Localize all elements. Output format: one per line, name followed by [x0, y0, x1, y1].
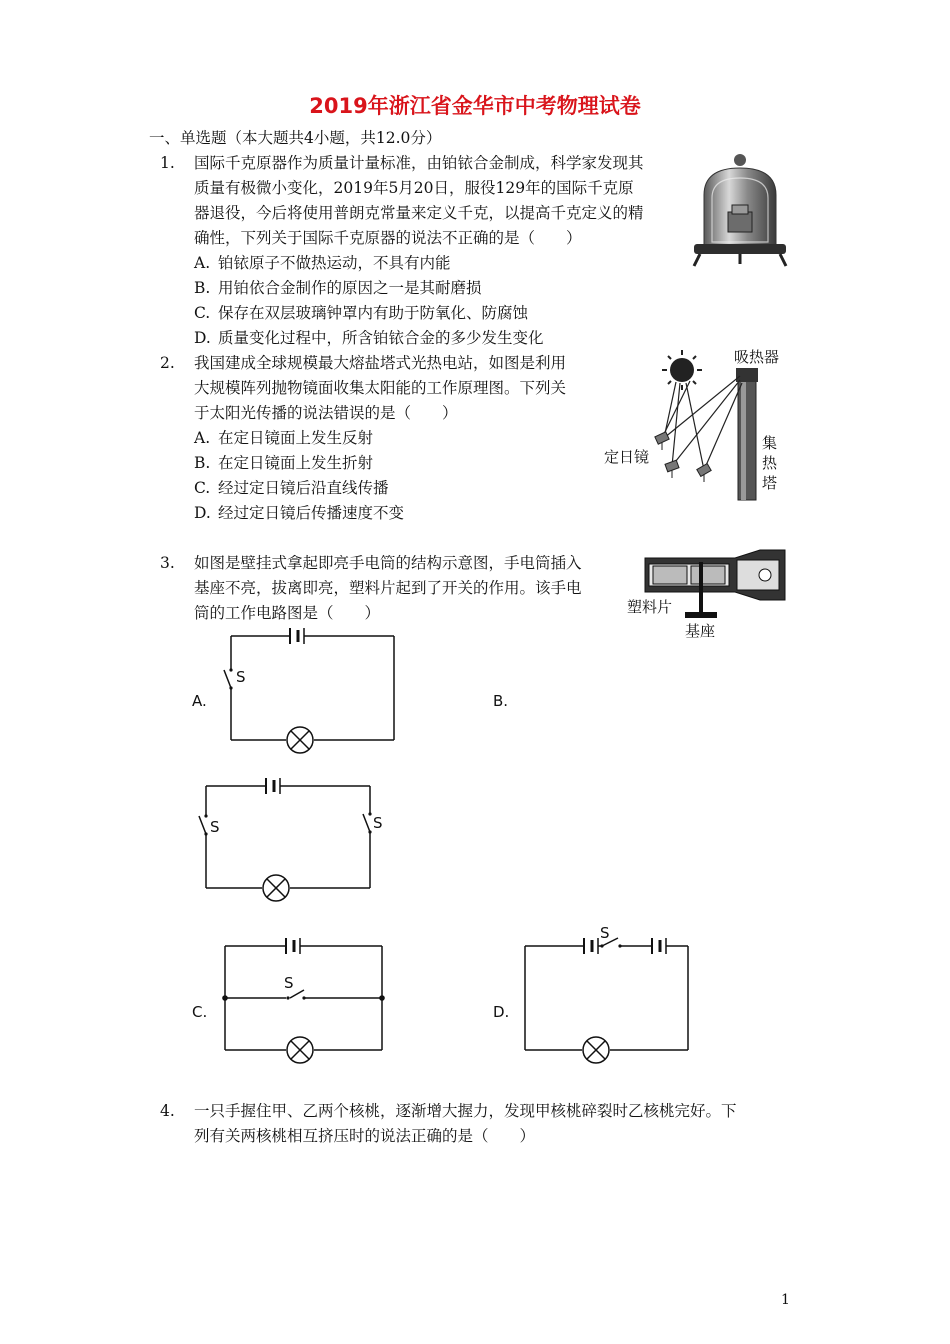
- q2-line-3: 于太阳光传播的说法错误的是（ ）: [194, 404, 458, 422]
- circuit-c: [220, 936, 390, 1066]
- plastic-sheet: [699, 562, 703, 612]
- q3-line-1: 如图是壁挂式拿起即亮手电筒的结构示意图，手电筒插入: [194, 554, 582, 572]
- q1-option-a-label: A.: [194, 254, 211, 272]
- lamp-icon: [583, 1037, 609, 1063]
- q1-option-a-text: 铂铱原子不做热运动，不具有内能: [218, 254, 451, 272]
- circuit-d: [520, 926, 695, 1066]
- sun-icon: [662, 350, 702, 390]
- page-title: 2019年浙江省金华市中考物理试卷: [309, 94, 641, 118]
- q1-line-1: 国际千克原器作为质量计量标准，由铂铱合金制成，科学家发现其: [194, 154, 644, 172]
- lamp-icon: [287, 1037, 313, 1063]
- absorber: [736, 368, 758, 382]
- q1-option-d-text: 质量变化过程中，所含铂铱合金的多少发生变化: [218, 329, 544, 347]
- q3-option-b-label: B.: [493, 692, 509, 710]
- absorber-label: 吸热器: [734, 348, 780, 366]
- q1-line-2: 质量有极微小变化，2019年5月20日，服役129年的国际千克原: [194, 179, 634, 197]
- q2-line-2: 大规模阵列抛物镜面收集太阳能的工作原理图。下列关: [194, 379, 567, 397]
- q3-option-d-label: D.: [493, 1003, 510, 1021]
- q1-number: 1.: [160, 154, 175, 172]
- q4-number: 4.: [160, 1102, 175, 1120]
- switch-label: S: [284, 974, 294, 992]
- q1-option-c-text: 保存在双层玻璃钟罩内有助于防氧化、防腐蚀: [218, 304, 529, 322]
- q3-number: 3.: [160, 554, 175, 572]
- flashlight-figure: [625, 550, 795, 640]
- q1-option-d-label: D.: [194, 329, 211, 347]
- heat-tower: [738, 378, 756, 500]
- q2-option-a-text: 在定日镜面上发生反射: [218, 429, 374, 447]
- tower-label-3: 塔: [762, 474, 778, 492]
- section-heading: 一、单选题（本大题共4小题，共12.0分）: [149, 129, 442, 147]
- q1-line-3: 器退役，今后将使用普朗克常量来定义千克，以提高千克定义的精: [194, 204, 644, 222]
- q2-option-c-text: 经过定日镜后沿直线传播: [218, 479, 389, 497]
- q2-number: 2.: [160, 354, 175, 372]
- circuit-b: [196, 776, 386, 906]
- heliostat-mirrors: [655, 432, 711, 482]
- q2-line-1: 我国建成全球规模最大熔盐塔式光热电站，如图是利用: [194, 354, 567, 372]
- base-label: 基座: [685, 622, 716, 640]
- heliostat-label: 定日镜: [604, 448, 650, 466]
- tower-label-2: 热: [762, 454, 778, 472]
- q2-option-b-text: 在定日镜面上发生折射: [218, 454, 374, 472]
- plastic-label: 塑料片: [627, 598, 673, 616]
- lamp-icon: [263, 875, 289, 901]
- q4-line-2: 列有关两核桃相互挤压时的说法正确的是（ ）: [194, 1127, 536, 1145]
- switch-label: S: [373, 814, 383, 832]
- solar-tower-figure: [600, 348, 795, 503]
- circuit-a: [228, 626, 398, 754]
- q1-option-c-label: C.: [194, 304, 211, 322]
- q3-option-c-label: C.: [192, 1003, 208, 1021]
- q2-option-c-label: C.: [194, 479, 211, 497]
- q2-option-a-label: A.: [194, 429, 211, 447]
- tower-label-1: 集: [762, 434, 778, 452]
- switch-label: S: [600, 924, 610, 942]
- switch-label: S: [236, 668, 246, 686]
- switch-label: S: [210, 818, 220, 836]
- q1-option-b-text: 用铂依合金制作的原因之一是其耐磨损: [218, 279, 482, 297]
- q2-option-d-text: 经过定日镜后传播速度不变: [218, 504, 405, 522]
- q4-line-1: 一只手握住甲、乙两个核桃，逐渐增大握力，发现甲核桃碎裂时乙核桃完好。下: [194, 1102, 737, 1120]
- kilogram-prototype-figure: [690, 150, 790, 268]
- page-number: 1: [781, 1292, 790, 1308]
- q2-option-d-label: D.: [194, 504, 211, 522]
- q1-line-4: 确性，下列关于国际千克原器的说法不正确的是（ ）: [194, 229, 582, 247]
- q3-line-2: 基座不亮，拔离即亮，塑料片起到了开关的作用。该手电: [194, 579, 582, 597]
- base: [685, 612, 717, 618]
- q3-line-3: 筒的工作电路图是（ ）: [194, 604, 381, 622]
- q3-option-a-label: A.: [192, 692, 207, 710]
- lamp-icon: [287, 727, 313, 753]
- q2-option-b-label: B.: [194, 454, 211, 472]
- q1-option-b-label: B.: [194, 279, 211, 297]
